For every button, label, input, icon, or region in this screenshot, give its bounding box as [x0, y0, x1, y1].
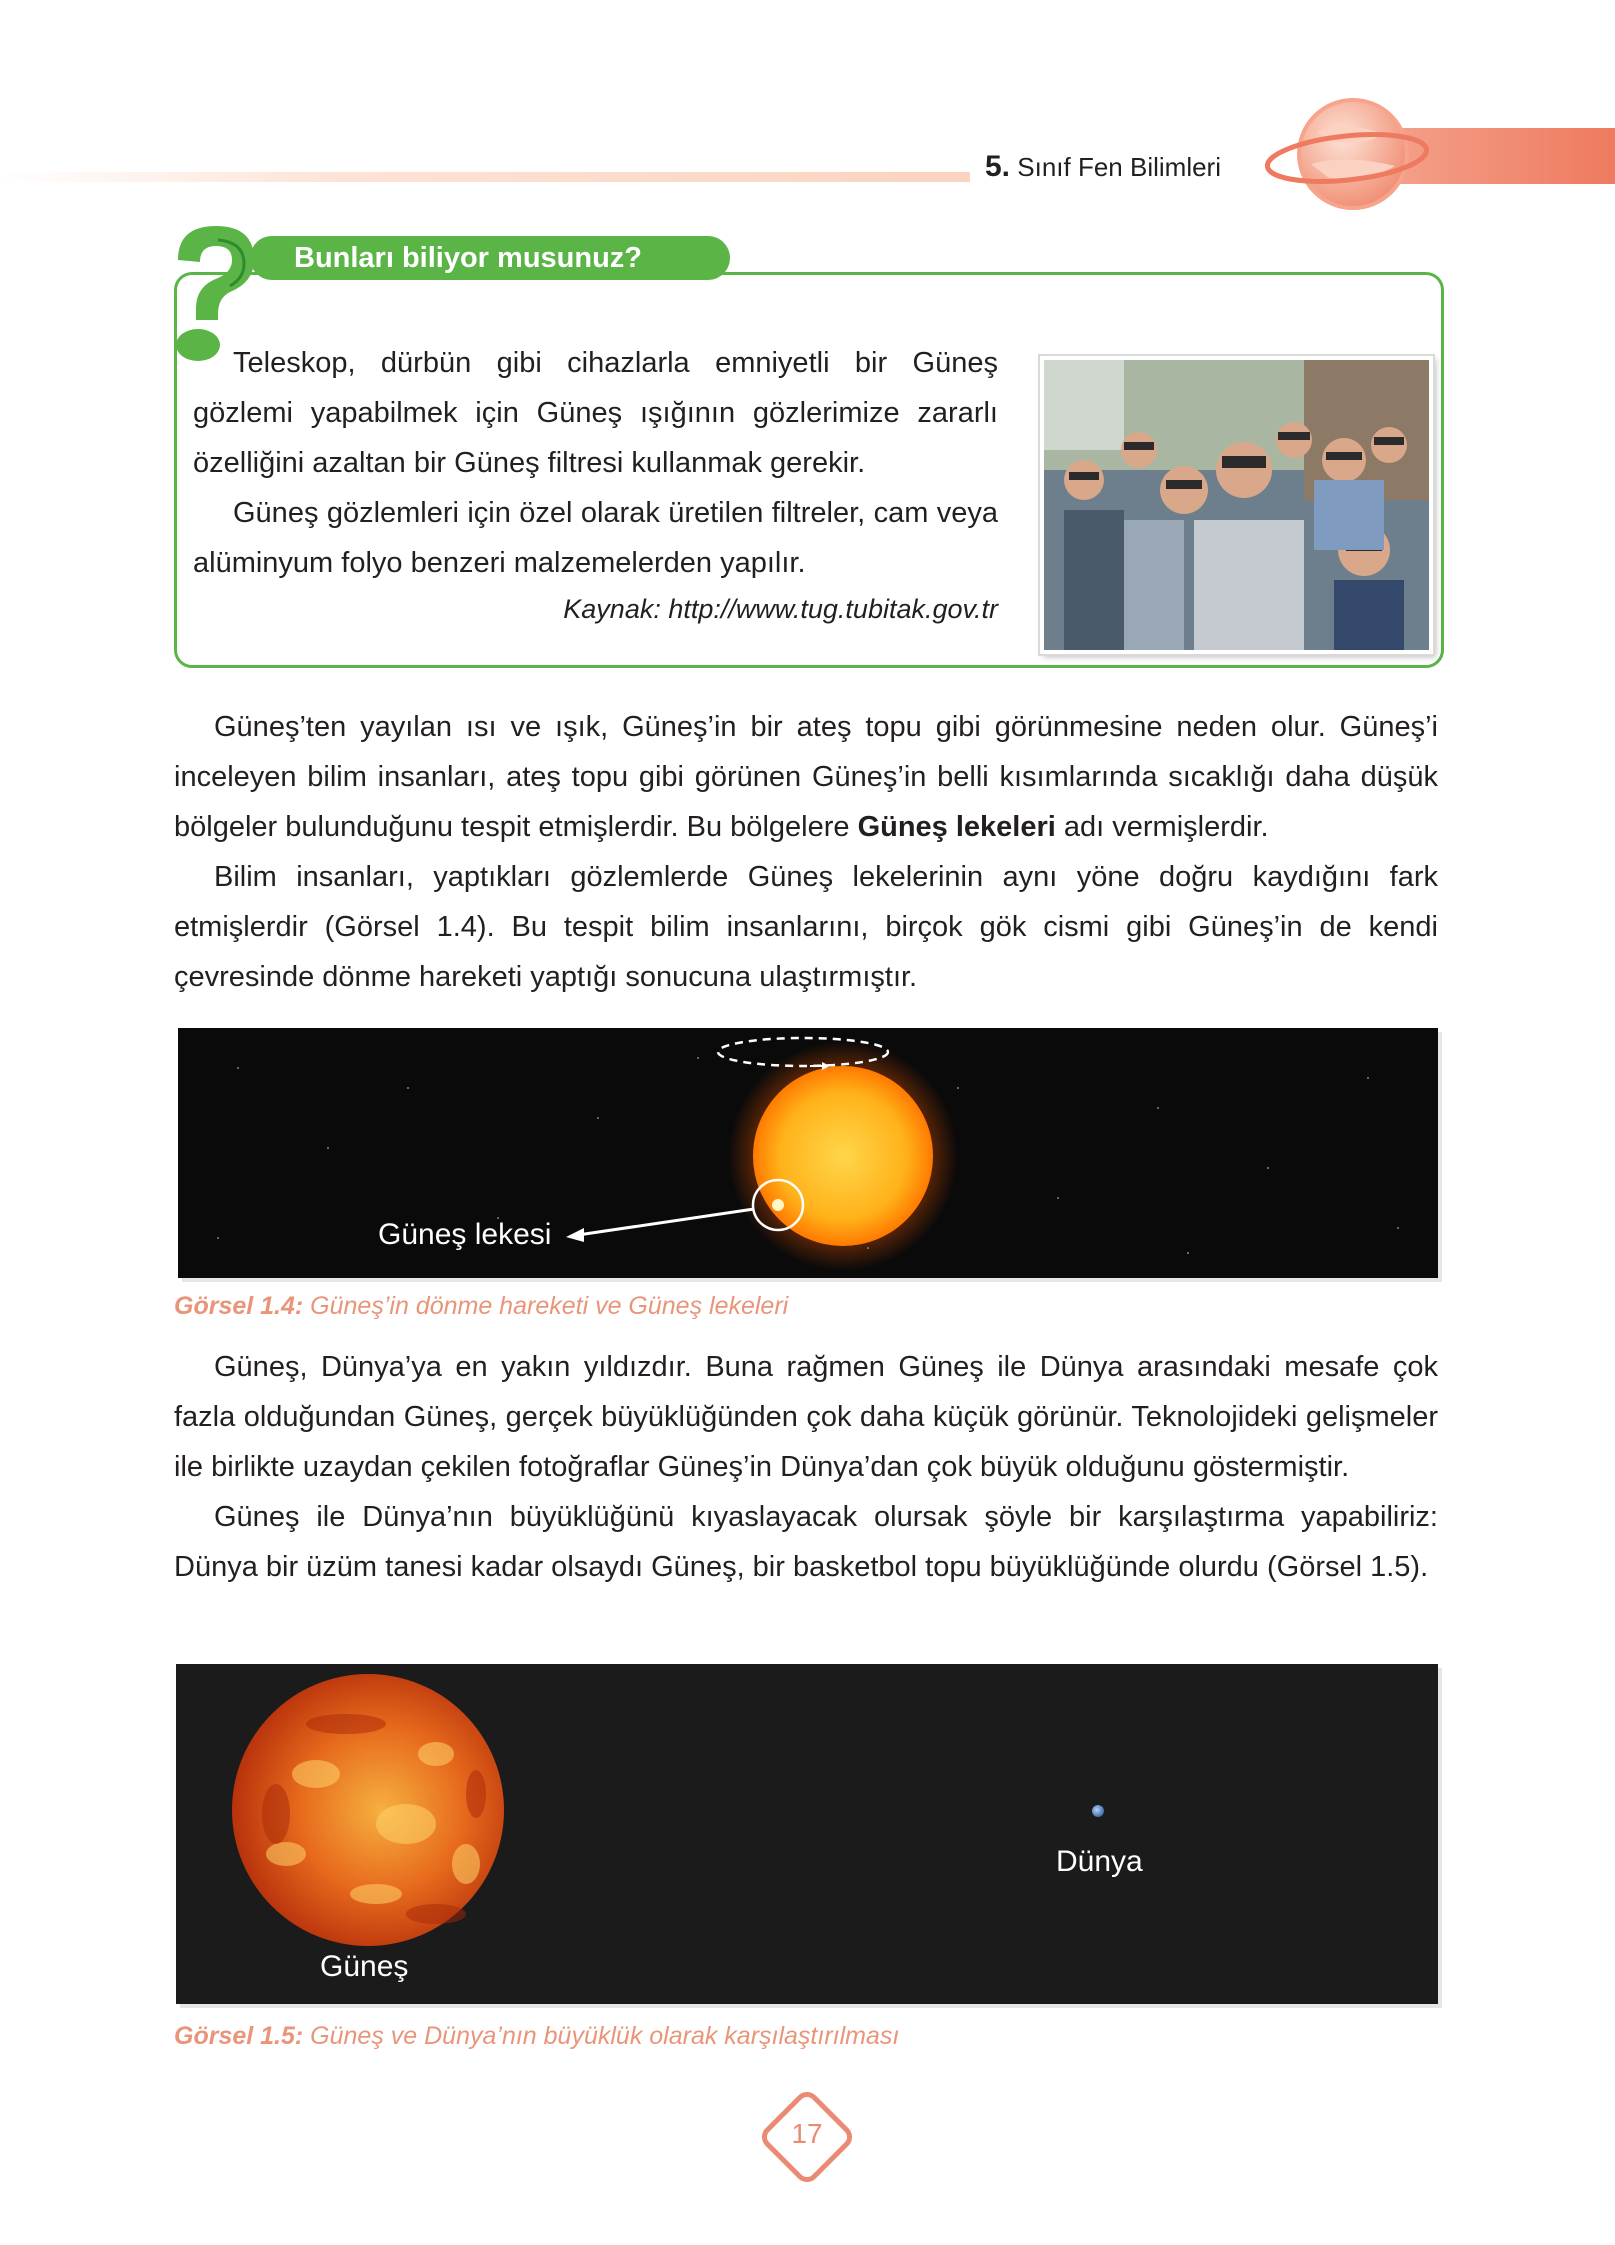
body-section-2	[174, 1342, 1438, 1592]
sun-label: Güneş	[320, 1950, 409, 1983]
body-paragraph-1	[174, 702, 1438, 852]
header-subject: Sınıf Fen Bilimleri	[1017, 152, 1221, 182]
earth-label: Dünya	[1056, 1845, 1143, 1878]
header-decor-line	[0, 172, 970, 182]
info-box-paragraph-1: Teleskop, dürbün gibi cihazlarla emniyetli bir Güneş gözlemi yapabilmek için Güneş ışığının gözlerimize zararlı özelliğini azaltan bir Güneş filtresi kullanmak gerekir.	[193, 347, 998, 479]
figure-1-5-caption-text: Güneş ve Dünya’nın büyüklük olarak karşılaştırılması	[303, 2022, 900, 2050]
body-paragraph-4: Güneş ile Dünya’nın büyüklüğünü kıyaslayacak olursak şöyle bir karşılaştırma yapabiliriz: Dünya bir üzüm tanesi kadar olsaydı Güneş, bir basketbol topu büyüklüğünde olurdu (Görsel 1.5).	[174, 1501, 1438, 1583]
info-box-paragraph-2: Güneş gözlemleri için özel olarak üretilen filtreler, cam veya alüminyum folyo benzeri malzemelerden yapılır.	[193, 497, 998, 579]
figure-1-4-caption	[174, 1292, 788, 1321]
eclipse-viewers-photo	[1040, 356, 1433, 654]
body-section-1	[174, 702, 1438, 1002]
figure-1-4-caption-number: Görsel 1.4:	[174, 1292, 304, 1320]
header-title	[985, 150, 1221, 184]
header-grade: 5.	[985, 150, 1011, 183]
figure-1-4-caption-text: Güneş’in dönme hareketi ve Güneş lekeleri	[303, 1292, 789, 1320]
info-box-title: Bunları biliyor musunuz?	[250, 236, 730, 280]
body-paragraph-1-text-b: adı vermişlerdir.	[1055, 811, 1269, 843]
body-paragraph-3: Güneş, Dünya’ya en yakın yıldızdır. Buna rağmen Güneş ile Dünya arasındaki mesafe çok fazla olduğundan Güneş, gerçek büyüklüğünden çok daha küçük görünür. Teknolojideki gelişmeler ile birlikte uzaydan çekilen fotoğraflar Güneş’in Dünya’dan çok büyük olduğunu göstermiştir.	[174, 1351, 1438, 1483]
page-number: 17	[791, 2118, 823, 2149]
planet-logo-icon	[1265, 92, 1430, 217]
figure-1-5-caption-number: Görsel 1.5:	[174, 2022, 304, 2050]
sun-rotation-figure	[178, 1028, 1438, 1278]
sunspot-label: Güneş lekesi	[378, 1218, 552, 1251]
body-paragraph-1-text-a: Güneş’ten yayılan ısı ve ışık, Güneş’in bir ateş topu gibi görünmesine neden olur. Güneş’i inceleyen bilim insanları, ateş topu gibi görünen Güneş’in belli kısımlarında sıcaklığı daha düşük bölgeler bulunduğunu tespit etmişlerdir. Bu bölgelere	[174, 711, 1438, 843]
info-box-text	[193, 338, 998, 588]
body-paragraph-1-bold: Güneş lekeleri	[857, 811, 1056, 843]
info-box-source: Kaynak: http://www.tug.tubitak.gov.tr	[563, 594, 998, 624]
figure-1-5-caption	[174, 2022, 899, 2051]
body-paragraph-2: Bilim insanları, yaptıkları gözlemlerde Güneş lekelerinin aynı yöne doğru kaydığını fark etmişlerdir (Görsel 1.4). Bu tespit bilim insanlarını, birçok gök cismi gibi Güneş’in de kendi çevresinde dönme hareketi yaptığı sonucuna ulaştırmıştır.	[174, 861, 1438, 993]
